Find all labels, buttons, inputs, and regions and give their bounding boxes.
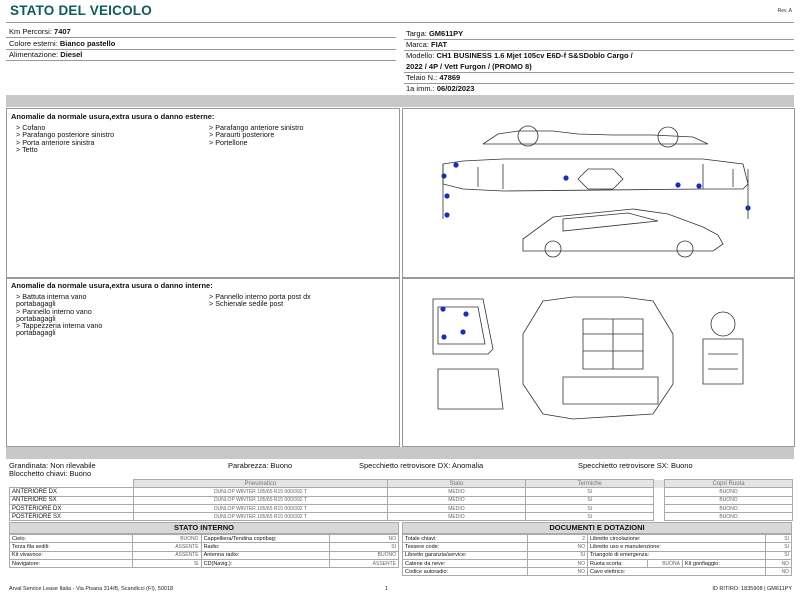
footer-company: Arval Service Lease Italia - Via Pisana 314/B, Scandicci (FI), 50018 <box>9 586 174 592</box>
table-row: Catene da neve: NO Ruota scorta: BUONA Kit gonfiaggio: NO <box>403 559 792 567</box>
external-diagram-panel <box>402 108 795 278</box>
section-bar-2 <box>6 447 794 459</box>
modello-row: Modello: CH1 BUSINESS 1.6 Mjet 105cv E6D-f S&SDoblo Cargo / <box>406 51 633 60</box>
table-row: ANTERIORE SX DUNLOP WINTER 185/65 R15 000/392 T MEDIO SI BUONO <box>10 496 793 504</box>
telaio-row: Telaio N.: 47869 <box>406 73 461 82</box>
external-list-col1 <box>16 124 206 153</box>
internal-anomalies-title: Anomalie da normale usura,extra usura o danno interne: <box>11 281 213 290</box>
external-anomalies-title: Anomalie da normale usura,extra usura o danno esterne: <box>11 112 215 121</box>
list-item: > Tappezzeria interna vano portabagagli <box>16 321 103 338</box>
list-item: > Pannello interno porta post dx <box>209 292 311 301</box>
documenti-table <box>402 534 792 576</box>
tyres-header-row <box>10 480 793 488</box>
table-row: Libretto garanzia/service: SI Triangolo di emergenza: SI <box>403 551 792 559</box>
title-divider <box>6 22 794 23</box>
list-item: > Tetto <box>16 144 38 154</box>
revision-label: Rev. A <box>777 8 792 14</box>
marca-row: Marca: FIAT <box>406 40 448 49</box>
external-list-col2 <box>209 124 394 146</box>
col-termiche: Termiche <box>526 480 654 488</box>
col-stato: Stato <box>387 480 526 488</box>
tyres-table <box>9 479 793 521</box>
stato-interno-title: STATO INTERNO <box>9 522 399 534</box>
internal-list-col2 <box>209 293 394 308</box>
footer-ritiro-id: ID RITIRO: 1835908 | GM611PY <box>712 586 792 592</box>
section-bar <box>6 95 794 107</box>
car-exterior-diagram <box>403 109 794 277</box>
internal-list-col1 <box>16 293 206 337</box>
table-row: Cielo: BUONO Cappelliera/Tendina copribag: NO <box>10 535 399 543</box>
parabrezza-text: Parabrezza: Buono <box>228 461 293 470</box>
page-title: STATO DEL VEICOLO <box>10 3 152 18</box>
col-pneumatico: Pneumatico <box>134 480 388 488</box>
internal-diagram-panel <box>402 278 795 447</box>
alimentazione-row: Alimentazione: Diesel <box>9 50 83 59</box>
stato-interno-table <box>9 534 399 568</box>
footer-page-number: 1 <box>385 586 389 592</box>
imm-row: 1a imm.: 06/02/2023 <box>406 84 475 93</box>
col-copriruota: Copri Ruota <box>665 480 793 488</box>
list-item: > Portellone <box>209 137 248 147</box>
table-row: Totale chiavi: 2 Libretto circolazione: SI <box>403 535 792 543</box>
list-item: > Schienale sedile post <box>209 299 284 309</box>
documenti-title: DOCUMENTI E DOTAZIONI <box>402 522 792 534</box>
list-item: > Parafango posteriore sinistro <box>16 130 115 140</box>
table-row: Kit vivavoce: ASSENTE Antenna radio: BUONO <box>10 551 399 559</box>
specchietto-sx-text: Specchietto retrovisore SX: Buono <box>578 461 693 470</box>
table-row: Navigatore: SI CD(Navig.): ASSENTE <box>10 559 399 567</box>
modello-row-2: 2022 / 4P / Vett Furgon / (PROMO 8) <box>406 62 532 71</box>
list-item: > Parafango anteriore sinistro <box>209 123 304 132</box>
table-row: POSTERIORE SX DUNLOP WINTER 185/65 R15 000/392 T MEDIO SI BUONO <box>10 513 793 521</box>
list-item: > Porta anteriore sinistra <box>16 137 95 147</box>
targa-row: Targa: GM611PY <box>406 29 464 38</box>
list-item: > Cofano <box>16 123 46 132</box>
blocchetto-text: Blocchetto chiavi: Buono <box>9 469 92 478</box>
grandinata-text: Grandinata: Non rilevabile <box>9 461 96 470</box>
table-row: Terza fila sedili: ASSENTE Radio: SI <box>10 543 399 551</box>
km-row: Km Percorsi: 7407 <box>9 27 71 36</box>
specchietto-dx-text: Specchietto retrovisore DX: Anomalia <box>359 461 484 470</box>
table-row: POSTERIORE DX DUNLOP WINTER 185/65 R15 000/392 T MEDIO SI BUONO <box>10 504 793 512</box>
list-item: > Battuta interna vano portabagagli <box>16 292 87 309</box>
list-item: > Paraurti posteriore <box>209 130 275 140</box>
colore-row: Colore esterni: Bianco pastello <box>9 39 116 48</box>
table-row: ANTERIORE DX DUNLOP WINTER 185/65 R15 000/392 T MEDIO SI BUONO <box>10 488 793 496</box>
car-interior-diagram <box>403 279 794 446</box>
table-row: Tessere code: NO Libretto uso e manutenzione: SI <box>403 543 792 551</box>
list-item: > Pannello interno vano portabagagli <box>16 306 92 323</box>
table-row: Codice autoradio: NO Cavo elettrico: NO <box>403 568 792 576</box>
